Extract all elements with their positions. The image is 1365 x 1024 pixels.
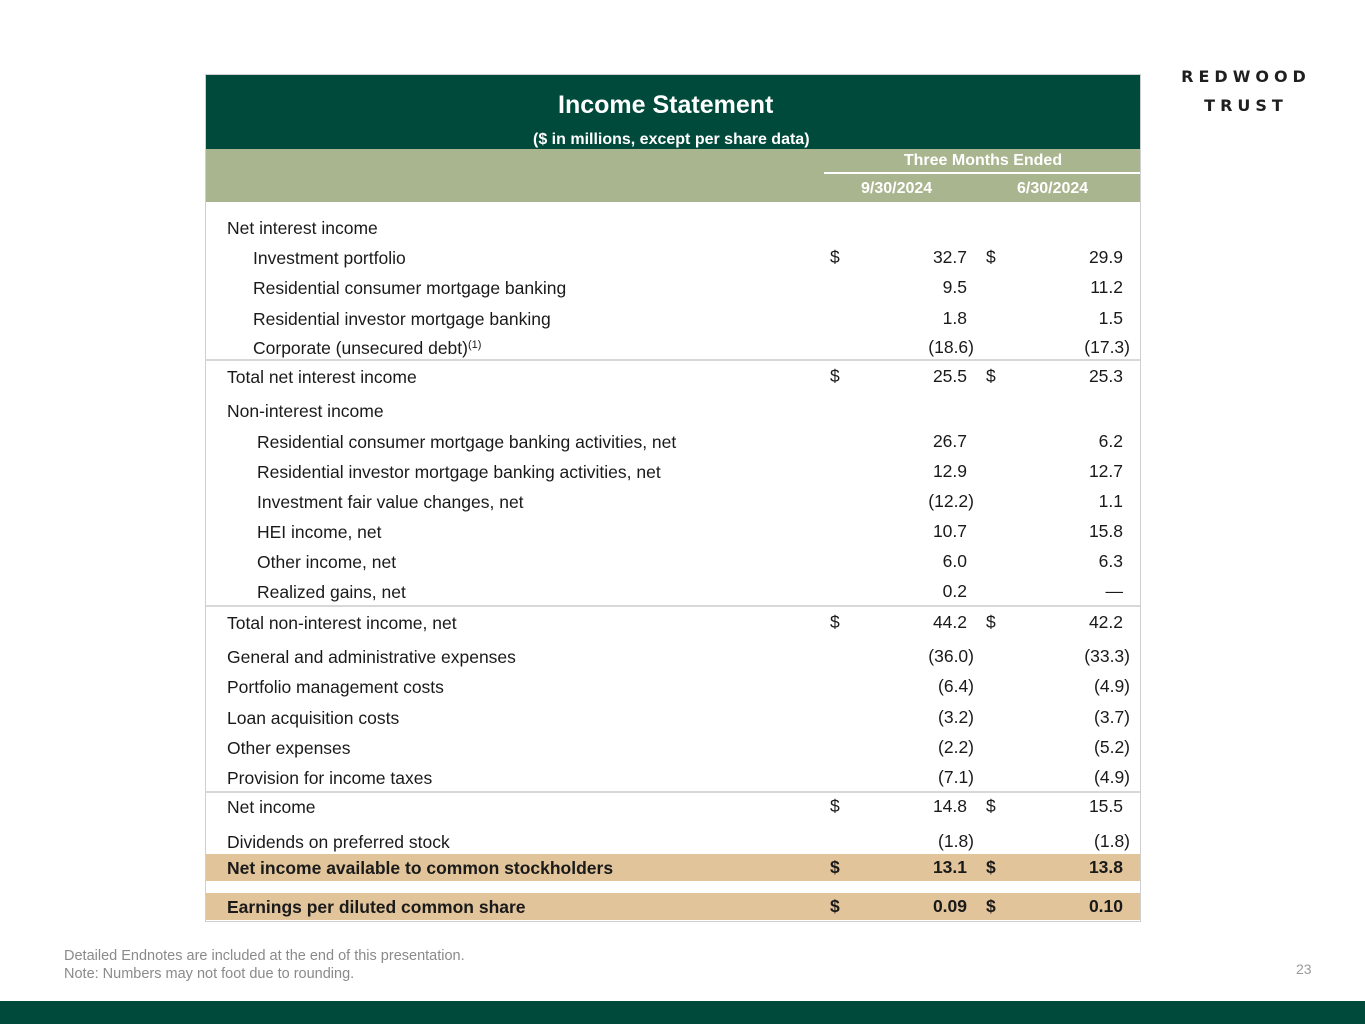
value-9-30-2024: (18.6) — [928, 337, 974, 357]
row-label: Investment portfolio — [253, 248, 406, 268]
endnotes-note: Detailed Endnotes are included at the end of this presentation. — [64, 948, 465, 964]
value-9-30-2024: (3.2) — [938, 707, 974, 727]
value-6-30-2024: 6.2 — [1098, 431, 1123, 451]
table-row — [206, 363, 1140, 393]
row-label: Earnings per diluted common share — [227, 897, 526, 917]
value-6-30-2024: 0.10 — [1088, 896, 1123, 916]
value-9-30-2024: 13.1 — [932, 857, 967, 877]
value-9-30-2024: 6.0 — [942, 551, 967, 571]
rounding-note: Note: Numbers may not foot due to rounding. — [64, 966, 355, 982]
table-row — [206, 893, 1140, 920]
table-row — [206, 428, 1140, 458]
currency-symbol: $ — [986, 796, 996, 816]
row-label: Residential consumer mortgage banking activities, net — [257, 432, 677, 452]
row-label: Non-interest income — [227, 401, 384, 421]
value-9-30-2024: 25.5 — [932, 366, 967, 386]
value-6-30-2024: (4.9) — [1094, 676, 1130, 696]
table-row — [206, 609, 1140, 639]
currency-symbol: $ — [830, 366, 840, 386]
value-6-30-2024: (17.3) — [1084, 337, 1130, 357]
footer-bar — [0, 1001, 1365, 1024]
value-9-30-2024: 44.2 — [932, 612, 967, 632]
value-6-30-2024: 11.2 — [1090, 277, 1123, 297]
table-row — [206, 488, 1140, 518]
table-row — [206, 704, 1140, 734]
currency-symbol: $ — [830, 857, 840, 877]
table-subtitle: ($ in millions, except per share data) — [533, 131, 810, 148]
value-6-30-2024: 15.5 — [1088, 796, 1123, 816]
value-9-30-2024: 26.7 — [932, 431, 967, 451]
value-9-30-2024: (6.4) — [938, 676, 974, 696]
table-row — [206, 334, 1140, 364]
value-6-30-2024: 1.5 — [1098, 308, 1123, 328]
row-label: Realized gains, net — [257, 582, 406, 602]
table-row — [206, 214, 1140, 244]
row-label: Net income available to common stockholders — [227, 858, 614, 878]
table-row — [206, 673, 1140, 703]
row-label: Residential consumer mortgage banking — [253, 278, 567, 298]
table-title-banner — [206, 75, 1140, 149]
period-header: Three Months Ended — [903, 152, 1063, 169]
logo-line-1: REDWOOD — [1181, 67, 1311, 86]
row-label: Total non-interest income, net — [227, 613, 457, 633]
row-label: Other expenses — [227, 738, 351, 758]
row-label: General and administrative expenses — [227, 647, 516, 667]
row-label: Loan acquisition costs — [227, 708, 400, 728]
currency-symbol: $ — [986, 857, 996, 877]
value-6-30-2024: (33.3) — [1084, 646, 1130, 666]
row-label: Portfolio management costs — [227, 677, 444, 697]
value-6-30-2024: (4.9) — [1094, 767, 1130, 787]
income-statement-table — [205, 74, 1141, 922]
table-row — [206, 793, 1140, 823]
table-row — [206, 764, 1140, 794]
value-9-30-2024: (36.0) — [928, 646, 974, 666]
row-label: HEI income, net — [257, 522, 382, 542]
value-9-30-2024: 10.7 — [932, 521, 967, 541]
table-row — [206, 458, 1140, 488]
value-9-30-2024: 12.9 — [932, 461, 967, 481]
currency-symbol: $ — [986, 247, 996, 267]
redwood-trust-logo — [1160, 62, 1332, 120]
row-label: Residential investor mortgage banking — [253, 309, 551, 329]
logo-line-2: TRUST — [1204, 96, 1288, 115]
table-row — [206, 397, 1140, 427]
table-row — [206, 548, 1140, 578]
value-9-30-2024: (1.8) — [938, 831, 974, 851]
row-label: Dividends on preferred stock — [227, 832, 450, 852]
row-label: Investment fair value changes, net — [257, 492, 524, 512]
table-row — [206, 244, 1140, 274]
value-6-30-2024: 42.2 — [1088, 612, 1123, 632]
column-header-6-30-2024: 6/30/2024 — [1017, 180, 1089, 197]
table-row — [206, 854, 1140, 881]
value-6-30-2024: 25.3 — [1088, 366, 1123, 386]
table-row — [206, 734, 1140, 764]
value-6-30-2024: 29.9 — [1088, 247, 1123, 267]
currency-symbol: $ — [830, 247, 840, 267]
row-label: Net income — [227, 797, 316, 817]
value-6-30-2024: 12.7 — [1088, 461, 1123, 481]
table-row — [206, 274, 1140, 304]
value-6-30-2024: (3.7) — [1094, 707, 1130, 727]
value-6-30-2024: (1.8) — [1094, 831, 1130, 851]
period-header-rule — [824, 172, 1140, 174]
currency-symbol: $ — [830, 896, 840, 916]
column-header-9-30-2024: 9/30/2024 — [861, 180, 933, 197]
value-9-30-2024: 0.2 — [942, 581, 967, 601]
value-6-30-2024: 1.1 — [1098, 491, 1123, 511]
table-row — [206, 518, 1140, 548]
row-label: Residential investor mortgage banking activities, net — [257, 462, 661, 482]
row-label: Provision for income taxes — [227, 768, 433, 788]
footnotes — [64, 947, 465, 983]
currency-symbol: $ — [986, 896, 996, 916]
value-9-30-2024: 1.8 — [942, 308, 967, 328]
currency-symbol: $ — [830, 612, 840, 632]
row-label: Total net interest income — [227, 367, 417, 387]
value-6-30-2024: — — [1105, 581, 1123, 601]
value-9-30-2024: (12.2) — [928, 491, 974, 511]
value-6-30-2024: (5.2) — [1094, 737, 1130, 757]
row-label: Corporate (unsecured debt)$^{(1)}$ — [253, 338, 482, 358]
value-6-30-2024: 6.3 — [1098, 551, 1123, 571]
row-label: Net interest income — [227, 218, 378, 238]
value-9-30-2024: 14.8 — [932, 796, 967, 816]
currency-symbol: $ — [830, 796, 840, 816]
value-9-30-2024: 9.5 — [942, 277, 967, 297]
footnote-marker: (1) — [467, 339, 482, 351]
page-number: 23 — [1296, 961, 1312, 977]
column-header-band — [206, 149, 1140, 202]
value-9-30-2024: 0.09 — [932, 896, 967, 916]
table-row — [206, 643, 1140, 673]
row-label: Other income, net — [257, 552, 397, 572]
table-title: Income Statement — [558, 91, 774, 119]
value-6-30-2024: 15.8 — [1088, 521, 1123, 541]
value-9-30-2024: 32.7 — [932, 247, 967, 267]
table-row — [206, 305, 1140, 335]
value-9-30-2024: (2.2) — [938, 737, 974, 757]
table-row — [206, 578, 1140, 608]
currency-symbol: $ — [986, 366, 996, 386]
value-6-30-2024: 13.8 — [1088, 857, 1123, 877]
currency-symbol: $ — [986, 612, 996, 632]
value-9-30-2024: (7.1) — [938, 767, 974, 787]
